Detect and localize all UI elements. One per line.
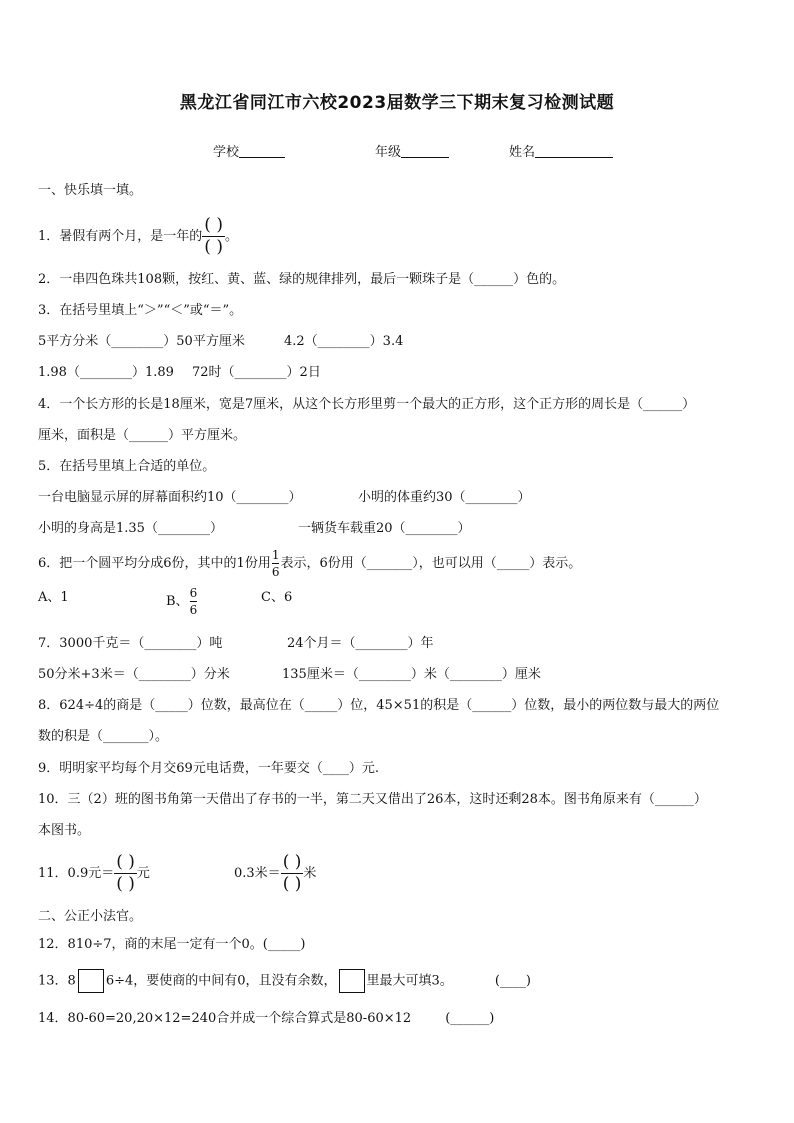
school-field: [213, 141, 285, 160]
q6-option-b-fraction: $\frac{6}{6}$: [189, 586, 198, 617]
question-7c: 50分米+3米＝（________）分米: [38, 667, 230, 682]
q6-text-a: 6．把一个圆平均分成6份，其中的1份用: [38, 556, 271, 571]
q13-digit-box-1[interactable]: [78, 969, 104, 993]
question-2: 2．一串四色珠共108颗，按红、黄、蓝、绿的规律排列，最后一颗珠子是（______）色的。: [38, 272, 566, 287]
question-7a: 7．3000千克＝（________）吨: [38, 636, 223, 651]
question-3: 3．在括号里填上“＞”“＜”或“＝”。: [38, 303, 243, 318]
question-7b: 24个月＝（________）年: [287, 636, 434, 651]
q6-option-c[interactable]: C、6: [261, 590, 293, 605]
question-4-line2: 厘米，面积是（______）平方厘米。: [38, 428, 247, 443]
question-5a: 一台电脑显示屏的屏幕面积约10（________）: [38, 490, 302, 505]
q6-option-a[interactable]: A、1: [38, 590, 69, 605]
grade-label: 年级: [375, 145, 402, 160]
question-5: 5．在括号里填上合适的单位。: [38, 459, 216, 474]
question-1: 1．暑假有两个月，是一年的 $\frac{( )}{( )}$ 。: [38, 215, 238, 257]
name-field: [509, 141, 613, 160]
question-10-line1: 10．三（2）班的图书角第一天借出了存书的一半，第二天又借出了26本，这时还剩28本。图书角原来有（______）: [38, 792, 707, 807]
question-3c: 1.98（________）1.89: [38, 365, 174, 380]
q13-digit-box-2[interactable]: [339, 969, 365, 993]
question-14: 14．80-60=20,20×12=240合并成一个综合算式是80-60×12 (______): [38, 1011, 495, 1026]
question-10-line2: 本图书。: [38, 823, 91, 838]
question-5c: 小明的身高是1.35（________）: [38, 521, 223, 536]
q6-fraction: $\frac{1}{6}$: [271, 548, 280, 579]
section-2-heading: 二、公正小法官。: [38, 909, 143, 924]
name-label: 姓名: [509, 145, 536, 160]
question-6: [38, 549, 581, 578]
q11b-fraction[interactable]: $\frac{( )}{( )}$: [282, 852, 302, 894]
q11a-fraction[interactable]: $\frac{( )}{( )}$: [116, 852, 135, 894]
question-12: 12．810÷7，商的末尾一定有一个0。(_____): [38, 937, 306, 952]
q1-fraction[interactable]: $\frac{( )}{( )}$: [204, 215, 223, 257]
name-blank[interactable]: [535, 143, 613, 158]
section-1-heading: 一、快乐填一填。: [38, 183, 143, 198]
question-3b: 4.2（________）3.4: [284, 334, 404, 349]
question-3a: 5平方分米（________）50平方厘米: [38, 334, 245, 349]
school-label: 学校: [213, 145, 240, 160]
q1-text: 1．暑假有两个月，是一年的: [38, 229, 203, 244]
question-3d: 72时（________）2日: [192, 365, 321, 380]
question-11b: 0.3米＝ $\frac{( )}{( )}$ 米: [234, 852, 317, 894]
question-8-line2: 数的积是（_______）。: [38, 729, 169, 744]
grade-blank[interactable]: [401, 143, 449, 158]
question-7d: 135厘米＝（________）米（________）厘米: [282, 667, 541, 682]
question-11a: 11．0.9元＝ $\frac{( )}{( )}$ 元: [38, 852, 150, 894]
question-5d: 一辆货车载重20（________）: [298, 521, 471, 536]
question-8-line1: 8．624÷4的商是（_____）位数，最高位在（_____）位，45×51的积是（______）位数，最小的两位数与最大的两位: [38, 698, 720, 713]
question-9: 9．明明家平均每个月交69元电话费，一年要交（____）元.: [38, 761, 379, 776]
question-13: 13．8 6÷4，要使商的中间有0，且没有余数， 里最大可填3。 (____): [38, 969, 531, 993]
q6-text-b: 表示，6份用（_______），也可以用（_____）表示。: [280, 556, 582, 571]
q6-option-b[interactable]: B、 $\frac{6}{6}$: [166, 586, 198, 617]
question-5b: 小明的体重约30（________）: [358, 490, 531, 505]
question-4-line1: 4．一个长方形的长是18厘米，宽是7厘米，从这个长方形里剪一个最大的正方形，这个正方形的周长是（______）: [38, 397, 696, 412]
page-title: 黑龙江省同江市六校2023届数学三下期末复习检测试题: [179, 93, 615, 113]
grade-field: [375, 141, 449, 160]
school-blank[interactable]: [239, 143, 285, 158]
